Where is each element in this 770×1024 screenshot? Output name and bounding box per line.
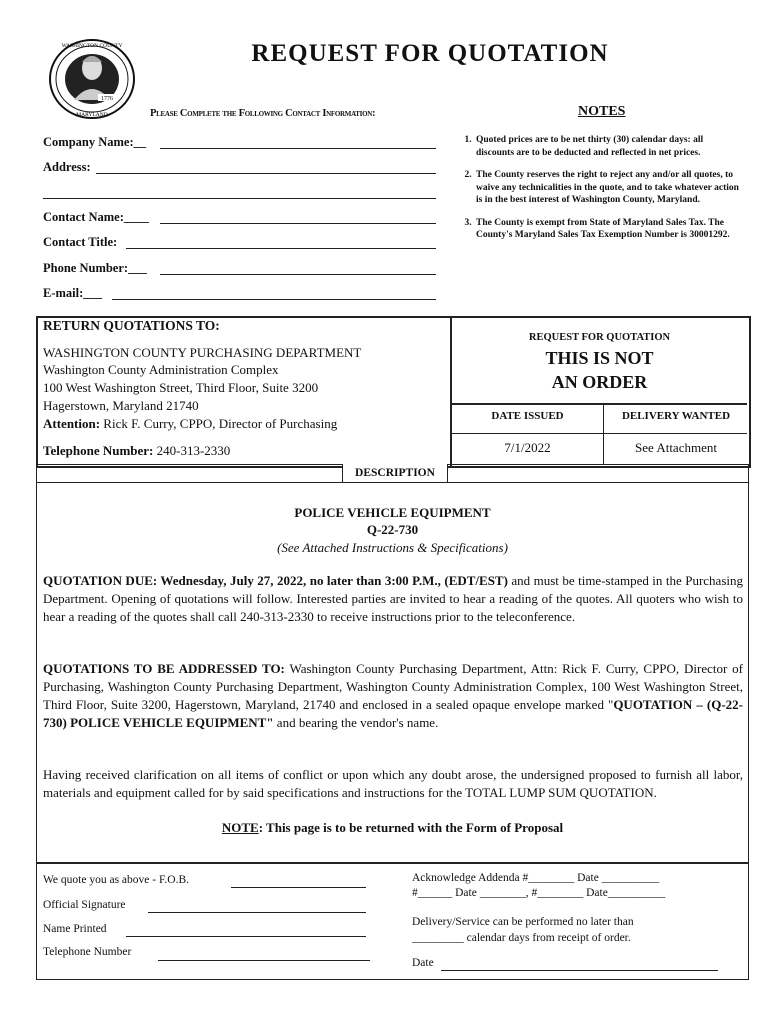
email-label: E-mail:___ <box>43 286 103 300</box>
rfq-small-heading: REQUEST FOR QUOTATION <box>528 332 671 343</box>
notes-list <box>458 134 743 252</box>
note-item: 3. The County is exempt from State of Maryland Sales Tax. The County's Maryland Sales Tax Exemption Number is 30001292. <box>474 217 743 242</box>
description-tab: DESCRIPTION <box>342 464 448 483</box>
name-printed-label: Name Printed <box>43 923 107 935</box>
clarification-paragraph: Having received clarification on all items of conflict or upon which any doubt arose, the undersigned proposed to furnish all labor, materials and equipment called for by said specifications and instructions for the TOTAL LUMP SUM QUOTATION. <box>43 767 743 800</box>
fob-field[interactable] <box>231 887 366 888</box>
item-title: POLICE VEHICLE EQUIPMENT <box>294 505 491 520</box>
not-an-order-line2: AN ORDER <box>551 372 648 392</box>
delivery-wanted-label: DELIVERY WANTED <box>621 410 731 422</box>
date-rule <box>450 433 747 434</box>
contact-title-field[interactable] <box>126 248 436 249</box>
acknowledge-addenda-line1[interactable]: Acknowledge Addenda #________ Date __________ <box>412 872 660 884</box>
delivery-service-line2[interactable]: _________ calendar days from receipt of order. <box>412 932 631 944</box>
attention-value: Rick F. Curry, CPPO, Director of Purchasing <box>103 416 338 431</box>
not-an-order-line1: THIS IS NOT <box>545 348 654 368</box>
phone-value: 240-313-2330 <box>156 443 231 458</box>
company-name-label: Company Name:__ <box>43 135 147 149</box>
page-title: REQUEST FOR QUOTATION <box>251 40 609 67</box>
item-note: (See Attached Instructions & Specifications) <box>277 540 508 555</box>
date-issued-label: DATE ISSUED <box>491 410 564 422</box>
note-label: NOTE <box>221 820 259 835</box>
return-title: RETURN QUOTATIONS TO: <box>43 318 220 333</box>
svg-text:WASHINGTON COUNTY: WASHINGTON COUNTY <box>61 43 123 49</box>
item-number: Q-22-730 <box>366 522 419 537</box>
return-note <box>36 820 749 836</box>
svg-text:1776: 1776 <box>101 96 113 102</box>
date-issued-value: 7/1/2022 <box>504 440 551 455</box>
telephone-label: Telephone Number <box>43 946 132 958</box>
phone-number-field[interactable] <box>160 274 436 275</box>
date-label: Date <box>412 957 434 969</box>
return-phone <box>43 443 230 459</box>
address-label: Address: <box>43 160 91 174</box>
attention-label: Attention: <box>43 416 101 431</box>
addressed-to-paragraph <box>43 660 743 732</box>
email-field[interactable] <box>112 299 436 300</box>
note-text: : This page is to be returned with the Form of Proposal <box>258 820 564 835</box>
envelope-marking: QUOTATION – (Q-22-730) POLICE VEHICLE EQUIPMENT" <box>43 697 743 730</box>
address-field[interactable] <box>96 173 436 174</box>
return-street: 100 West Washington Street, Third Floor, Suite 3200 <box>43 380 319 395</box>
official-signature-label: Official Signature <box>43 899 126 911</box>
telephone-field[interactable] <box>158 960 370 961</box>
date-field[interactable] <box>441 970 718 971</box>
addressed-label: QUOTATIONS TO BE ADDRESSED TO: <box>43 661 285 676</box>
addressed-text: Washington County Purchasing Department, Attn: Rick F. Curry, CPPO, Director of Purchasing, Washington County Purchasing Department, Washington County Administration Complex, 100 West Washington Street, Third Floor, Suite 3200, Hagerstown, Maryland, 21740 and enclosed in a sealed opaque envelope marked " <box>43 661 743 712</box>
delivery-wanted-value: See Attachment <box>635 440 717 455</box>
phone-number-label: Phone Number:___ <box>43 261 147 275</box>
due-text: and must be time-stamped in the Purchasing Department. Opening of quotations will follow. Interested parties are invited to hear a reading of the quotes. All quoters who wish to hear a reading of the quotes shall call 240-313-2330 to receive instructions prior to the teleconference. <box>43 573 743 624</box>
note-item: 1. Quoted prices are to be net thirty (30) calendar days: all discounts are to be deducted and reflected in net prices. <box>474 134 743 159</box>
county-seal-logo <box>46 38 138 120</box>
return-dept: WASHINGTON COUNTY PURCHASING DEPARTMENT <box>43 345 362 360</box>
due-label: QUOTATION DUE: Wednesday, July 27, 2022, no later than 3:00 P.M., (EDT/EST) <box>43 573 508 588</box>
company-name-field[interactable] <box>160 148 436 149</box>
quotation-due-paragraph <box>43 572 743 626</box>
not-an-order-notice <box>452 346 747 394</box>
addressed-tail: and bearing the vendor's name. <box>273 715 439 730</box>
contact-name-field[interactable] <box>160 223 436 224</box>
contact-title-label: Contact Title: <box>43 235 118 249</box>
return-complex: Washington County Administration Complex <box>43 362 279 377</box>
contact-instructions: Please Complete the Following Contact Information: <box>150 108 376 119</box>
fob-label: We quote you as above - F.O.B. <box>43 874 190 886</box>
official-signature-field[interactable] <box>148 912 366 913</box>
name-printed-field[interactable] <box>126 936 366 937</box>
phone-label: Telephone Number: <box>43 443 154 458</box>
notes-heading: NOTES <box>578 104 626 119</box>
address-field-line2[interactable] <box>43 198 436 199</box>
svg-text:MARYLAND: MARYLAND <box>76 112 108 118</box>
return-city: Hagerstown, Maryland 21740 <box>43 398 199 413</box>
return-attention <box>43 416 337 432</box>
acknowledge-addenda-line2[interactable]: #______ Date ________, #________ Date__________ <box>412 887 666 899</box>
delivery-service-line1: Delivery/Service can be performed no later than <box>412 916 634 928</box>
contact-name-label: Contact Name:____ <box>43 210 149 224</box>
note-item: 2. The County reserves the right to reject any and/or all quotes, to waive any technicalities in the quote, and to take whatever action is in the best interest of Washington County, Maryland. <box>474 169 743 207</box>
